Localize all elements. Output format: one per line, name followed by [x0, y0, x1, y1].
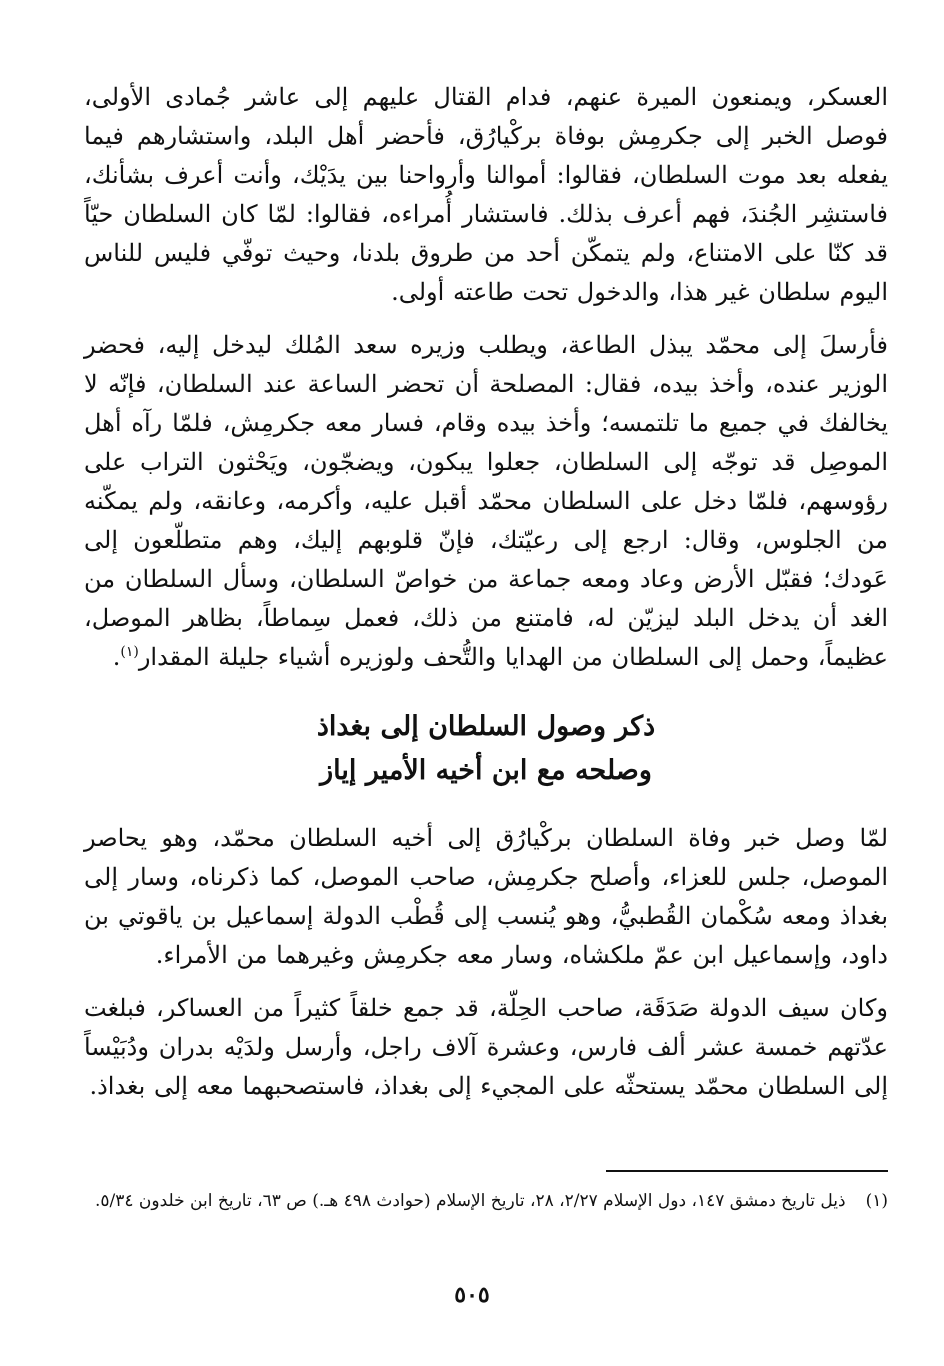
paragraph-3: لمّا وصل خبر وفاة السلطان بركْيارُق إلى أخيه السلطان محمّد، وهو يحاصر الموصل، جلس للعزاء، وأصلح جكرمِش، صاحب الموصل، كما ذكرناه، وسار إلى بغداذ ومعه سُكْمان القُطبيُّ، وهو يُنسب إلى قُطْب الدولة إسماعيل بن ياقوتي بن داود، وإسماعيل ابن عمّ ملكشاه، وسار معه جكرمِش وغيرهما من الأمراء.: [84, 824, 888, 969]
footnote-divider: [606, 1170, 888, 1172]
paragraph-2-end: .: [112, 643, 121, 671]
footnote-text: ذيل تاريخ دمشق ١٤٧، دول الإسلام ٢/٢٧، ٢٨، تاريخ الإسلام (حوادث ٤٩٨ هـ.) ص ٦٣، تاريخ ابن خلدون ٥/٣٤.: [94, 1191, 846, 1211]
page-body: [84, 78, 888, 1106]
footnote-reference: (١): [120, 644, 139, 660]
paragraph-2: [84, 326, 888, 677]
paragraph-4: وكان سيف الدولة صَدَقَة، صاحب الحِلّة، قد جمع خلقاً كثيراً من العساكر، فبلغت عدّتهم خمسة عشر ألف فارس، وعشرة آلاف راجل، وأرسل ولدَيْه بدران ودُبَيْساً إلى السلطان محمّد يستحثّه على المجيء إلى بغداذ، فاستصحبهما معه إلى بغداذ.: [84, 994, 888, 1100]
section-heading-line-1: ذكر وصول السلطان إلى بغداذ: [316, 711, 656, 742]
paragraph-2-text: فأرسلَ إلى محمّد يبذل الطاعة، ويطلب وزيره سعد المُلك ليدخل إليه، فحضر الوزير عنده، وأخذ بيده، فقال: المصلحة أن تحضر الساعة عند السلطان، فإنّه لا يخالفك في جميع ما تلتمسه؛ وأخذ بيده وقام، فسار معه جكرمِش، فلمّا رآه أهل الموصِل قد توجّه إلى السلطان، جعلوا يبكون، ويضجّون، ويَحْثون التراب على رؤوسهم، فلمّا دخل على السلطان محمّد أقبل عليه، وأكرمه، وعانقه، ولم يمكّنه من الجلوس، وقال: ارجع إلى رعيّتك، فإنّ قلوبهم إليك، وهم متطلّعون إلى عَودك؛ فقبّل الأرض وعاد ومعه جماعة من خواصّ السلطان، وسأل السلطان من الغد أن يدخل البلد ليزيّن له، فامتنع من ذلك، فعمل سِماطاً، بظاهر الموصل، عظيماً، وحمل إلى السلطان من الهدايا والتُّحف ولوزيره أشياء جليلة المقدار: [84, 331, 888, 671]
footnote-marker: (١): [865, 1191, 888, 1211]
page-number: ٥٠٥: [454, 1282, 490, 1308]
section-heading-line-2: وصلحه مع ابن أخيه الأمير إياز: [320, 755, 652, 786]
paragraph-1: العسكر، ويمنعون الميرة عنهم، فدام القتال عليهم إلى عاشر جُمادى الأولى، فوصل الخبر إلى جكرمِش بوفاة بركْيارُق، فأحضر أهل البلد، واستشارهم فيما يفعله بعد موت السلطان، فقالوا: أموالنا وأرواحنا بين يدَيْك، وأنت أعرف بشأنك، فاستشِر الجُندَ، فهم أعرف بذلك. فاستشار أُمراءه، فقالوا: لمّا كان السلطان حيّاً قد كنّا على الامتناع، ولم يتمكّن أحد من طروق بلدنا، وحيث توفّي فليس للناس اليوم سلطان غير هذا، والدخول تحت طاعته أولى.: [84, 83, 888, 306]
footnote: [84, 1186, 888, 1216]
section-heading: [84, 705, 888, 793]
